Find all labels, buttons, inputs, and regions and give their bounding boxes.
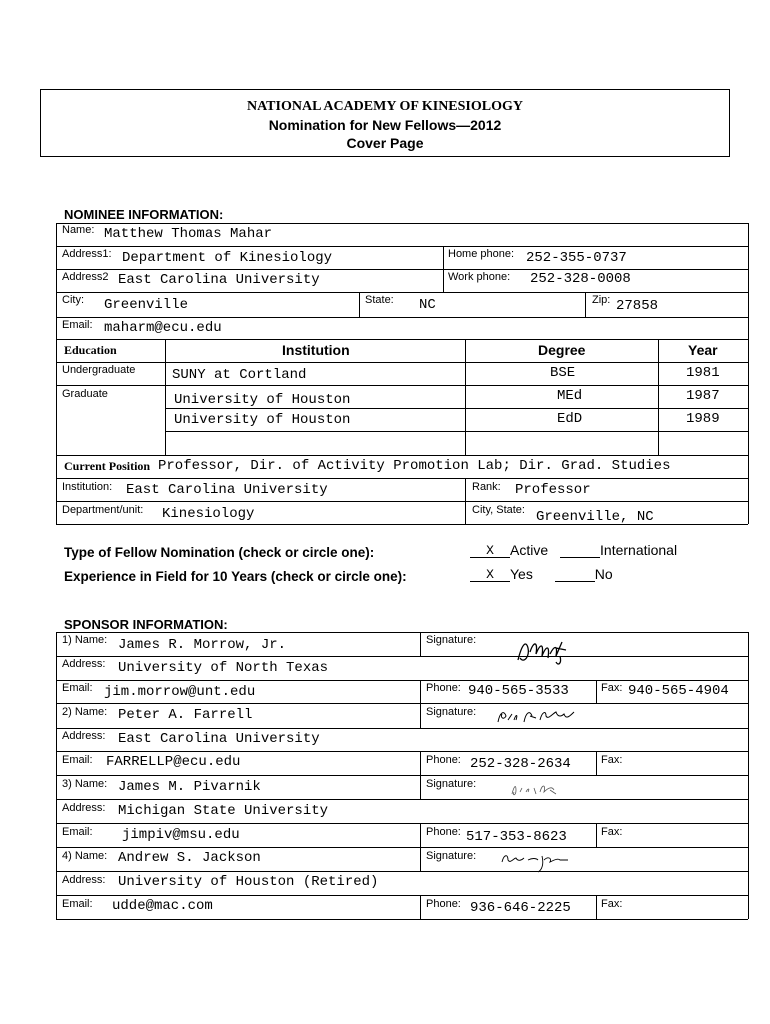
- home-phone-label: Home phone:: [448, 248, 515, 260]
- sponsor4-signature-label: Signature:: [426, 850, 477, 862]
- citystate-field[interactable]: Greenville, NC: [536, 509, 654, 525]
- current-position-field[interactable]: Professor, Dir. of Activity Promotion Lab; Dir. Grad. Studies: [158, 458, 671, 474]
- sponsor3-signature: [508, 780, 560, 800]
- sponsor3-address-field[interactable]: Michigan State University: [118, 803, 329, 819]
- active-option-label: Active: [510, 542, 549, 558]
- sponsor4-address-label: Address:: [62, 874, 106, 886]
- current-position-label: Current Position: [64, 459, 151, 473]
- state-field[interactable]: NC: [419, 297, 436, 313]
- sponsor1-email-field[interactable]: jim.morrow@unt.edu: [104, 684, 256, 700]
- rank-field[interactable]: Professor: [515, 482, 591, 498]
- sponsor-section-title: SPONSOR INFORMATION:: [64, 617, 228, 632]
- work-phone-label: Work phone:: [448, 271, 511, 283]
- sponsor3-email-field[interactable]: jimpiv@msu.edu: [122, 827, 240, 843]
- sponsor3-name-label: 3) Name:: [62, 778, 108, 790]
- nominee-section-title: NOMINEE INFORMATION:: [64, 207, 224, 222]
- page-title: Cover Page: [346, 135, 424, 151]
- edu-institution-2[interactable]: University of Houston: [174, 392, 351, 408]
- edu-year-2[interactable]: 1987: [686, 388, 720, 404]
- graduate-label: Graduate: [62, 388, 108, 400]
- nominee-name-field[interactable]: Matthew Thomas Mahar: [104, 226, 273, 242]
- experience-question: Experience in Field for 10 Years (check or circle one):: [64, 569, 407, 584]
- sponsor2-signature: [494, 706, 578, 728]
- address1-field[interactable]: Department of Kinesiology: [122, 250, 333, 266]
- sponsor2-name-label: 2) Name:: [62, 706, 108, 718]
- sponsor1-name-field[interactable]: James R. Morrow, Jr.: [118, 637, 287, 653]
- department-label: Department/unit:: [62, 504, 144, 516]
- institution-label: Institution:: [62, 481, 113, 493]
- work-phone-field[interactable]: 252-328-0008: [530, 271, 631, 287]
- education-col-header: Education: [64, 343, 117, 357]
- sponsor2-email-field[interactable]: FARRELLP@ecu.edu: [106, 754, 241, 770]
- edu-degree-1[interactable]: BSE: [550, 365, 576, 381]
- citystate-label: City, State:: [472, 504, 525, 516]
- title-box: [40, 89, 730, 157]
- org-title: NATIONAL ACADEMY OF KINESIOLOGY: [246, 99, 523, 114]
- institution-col-header: Institution: [282, 342, 350, 358]
- sponsor4-signature: [498, 850, 572, 874]
- state-label: State:: [365, 294, 394, 306]
- sponsor2-signature-label: Signature:: [426, 706, 477, 718]
- edu-institution-3[interactable]: University of Houston: [174, 412, 351, 428]
- fellow-type-question: Type of Fellow Nomination (check or circle one):: [64, 545, 375, 560]
- sponsor4-phone-field[interactable]: 936-646-2225: [470, 900, 571, 916]
- address1-label: Address1:: [62, 248, 112, 260]
- active-checkbox[interactable]: X: [470, 543, 510, 558]
- department-field[interactable]: Kinesiology: [162, 506, 255, 522]
- international-checkbox[interactable]: [560, 543, 600, 558]
- email-field[interactable]: maharm@ecu.edu: [104, 320, 222, 336]
- international-option-label: International: [600, 542, 678, 558]
- degree-col-header: Degree: [538, 342, 586, 358]
- zip-field[interactable]: 27858: [616, 298, 659, 314]
- zip-label: Zip:: [592, 294, 611, 306]
- edu-institution-1[interactable]: SUNY at Cortland: [172, 367, 307, 383]
- sponsor2-address-label: Address:: [62, 730, 106, 742]
- sponsor1-name-label: 1) Name:: [62, 634, 108, 646]
- sponsor4-email-label: Email:: [62, 898, 93, 910]
- edu-degree-2[interactable]: MEd: [557, 388, 583, 404]
- sponsor4-name-label: 4) Name:: [62, 850, 108, 862]
- edu-year-1[interactable]: 1981: [686, 365, 720, 381]
- experience-options: [470, 566, 613, 582]
- sponsor4-fax-label: Fax:: [601, 898, 623, 910]
- sponsor3-signature-label: Signature:: [426, 778, 477, 790]
- yes-checkbox[interactable]: X: [470, 567, 510, 582]
- sponsor3-fax-label: Fax:: [601, 826, 623, 838]
- sponsor1-phone-label: Phone:: [426, 682, 461, 694]
- city-label: City:: [62, 294, 84, 306]
- fellow-type-options: [470, 542, 677, 558]
- sponsor4-phone-label: Phone:: [426, 898, 461, 910]
- sponsor2-address-field[interactable]: East Carolina University: [118, 731, 320, 747]
- name-label: Name:: [62, 224, 95, 236]
- sponsor2-phone-label: Phone:: [426, 754, 461, 766]
- sponsor1-email-label: Email:: [62, 682, 93, 694]
- sponsor3-address-label: Address:: [62, 802, 106, 814]
- sponsor2-email-label: Email:: [62, 754, 93, 766]
- sponsor4-email-field[interactable]: udde@mac.com: [112, 898, 213, 914]
- email-label: Email:: [62, 319, 93, 331]
- city-field[interactable]: Greenville: [104, 297, 189, 313]
- sponsor4-name-field[interactable]: Andrew S. Jackson: [118, 850, 261, 866]
- edu-degree-3[interactable]: EdD: [557, 411, 583, 427]
- address2-field[interactable]: East Carolina University: [118, 272, 320, 288]
- sponsor1-phone-field[interactable]: 940-565-3533: [468, 683, 569, 699]
- year-col-header: Year: [688, 342, 718, 358]
- home-phone-field[interactable]: 252-355-0737: [526, 250, 627, 266]
- no-checkbox[interactable]: [555, 567, 595, 582]
- sponsor2-phone-field[interactable]: 252-328-2634: [470, 756, 571, 772]
- sponsor1-fax-field[interactable]: 940-565-4904: [628, 683, 729, 699]
- no-option-label: No: [594, 566, 613, 582]
- address2-label: Address2: [62, 271, 109, 283]
- sponsor1-fax-label: Fax:: [601, 682, 623, 694]
- sponsor3-name-field[interactable]: James M. Pivarnik: [118, 779, 261, 795]
- rank-label: Rank:: [472, 481, 501, 493]
- sponsor3-email-label: Email:: [62, 826, 93, 838]
- edu-year-3[interactable]: 1989: [686, 411, 720, 427]
- sponsor2-fax-label: Fax:: [601, 754, 623, 766]
- sponsor1-signature-label: Signature:: [426, 634, 477, 646]
- form-subtitle: Nomination for New Fellows—2012: [268, 117, 502, 133]
- yes-option-label: Yes: [510, 566, 533, 582]
- undergraduate-label: Undergraduate: [62, 364, 136, 376]
- sponsor1-address-field[interactable]: University of North Texas: [118, 660, 329, 676]
- sponsor2-name-field[interactable]: Peter A. Farrell: [118, 707, 253, 723]
- sponsor4-address-field[interactable]: University of Houston (Retired): [118, 874, 379, 890]
- sponsor1-address-label: Address:: [62, 658, 106, 670]
- sponsor1-signature: [512, 634, 568, 668]
- sponsor3-phone-field[interactable]: 517-353-8623: [466, 829, 567, 845]
- position-institution-field[interactable]: East Carolina University: [126, 482, 328, 498]
- sponsor3-phone-label: Phone:: [426, 826, 461, 838]
